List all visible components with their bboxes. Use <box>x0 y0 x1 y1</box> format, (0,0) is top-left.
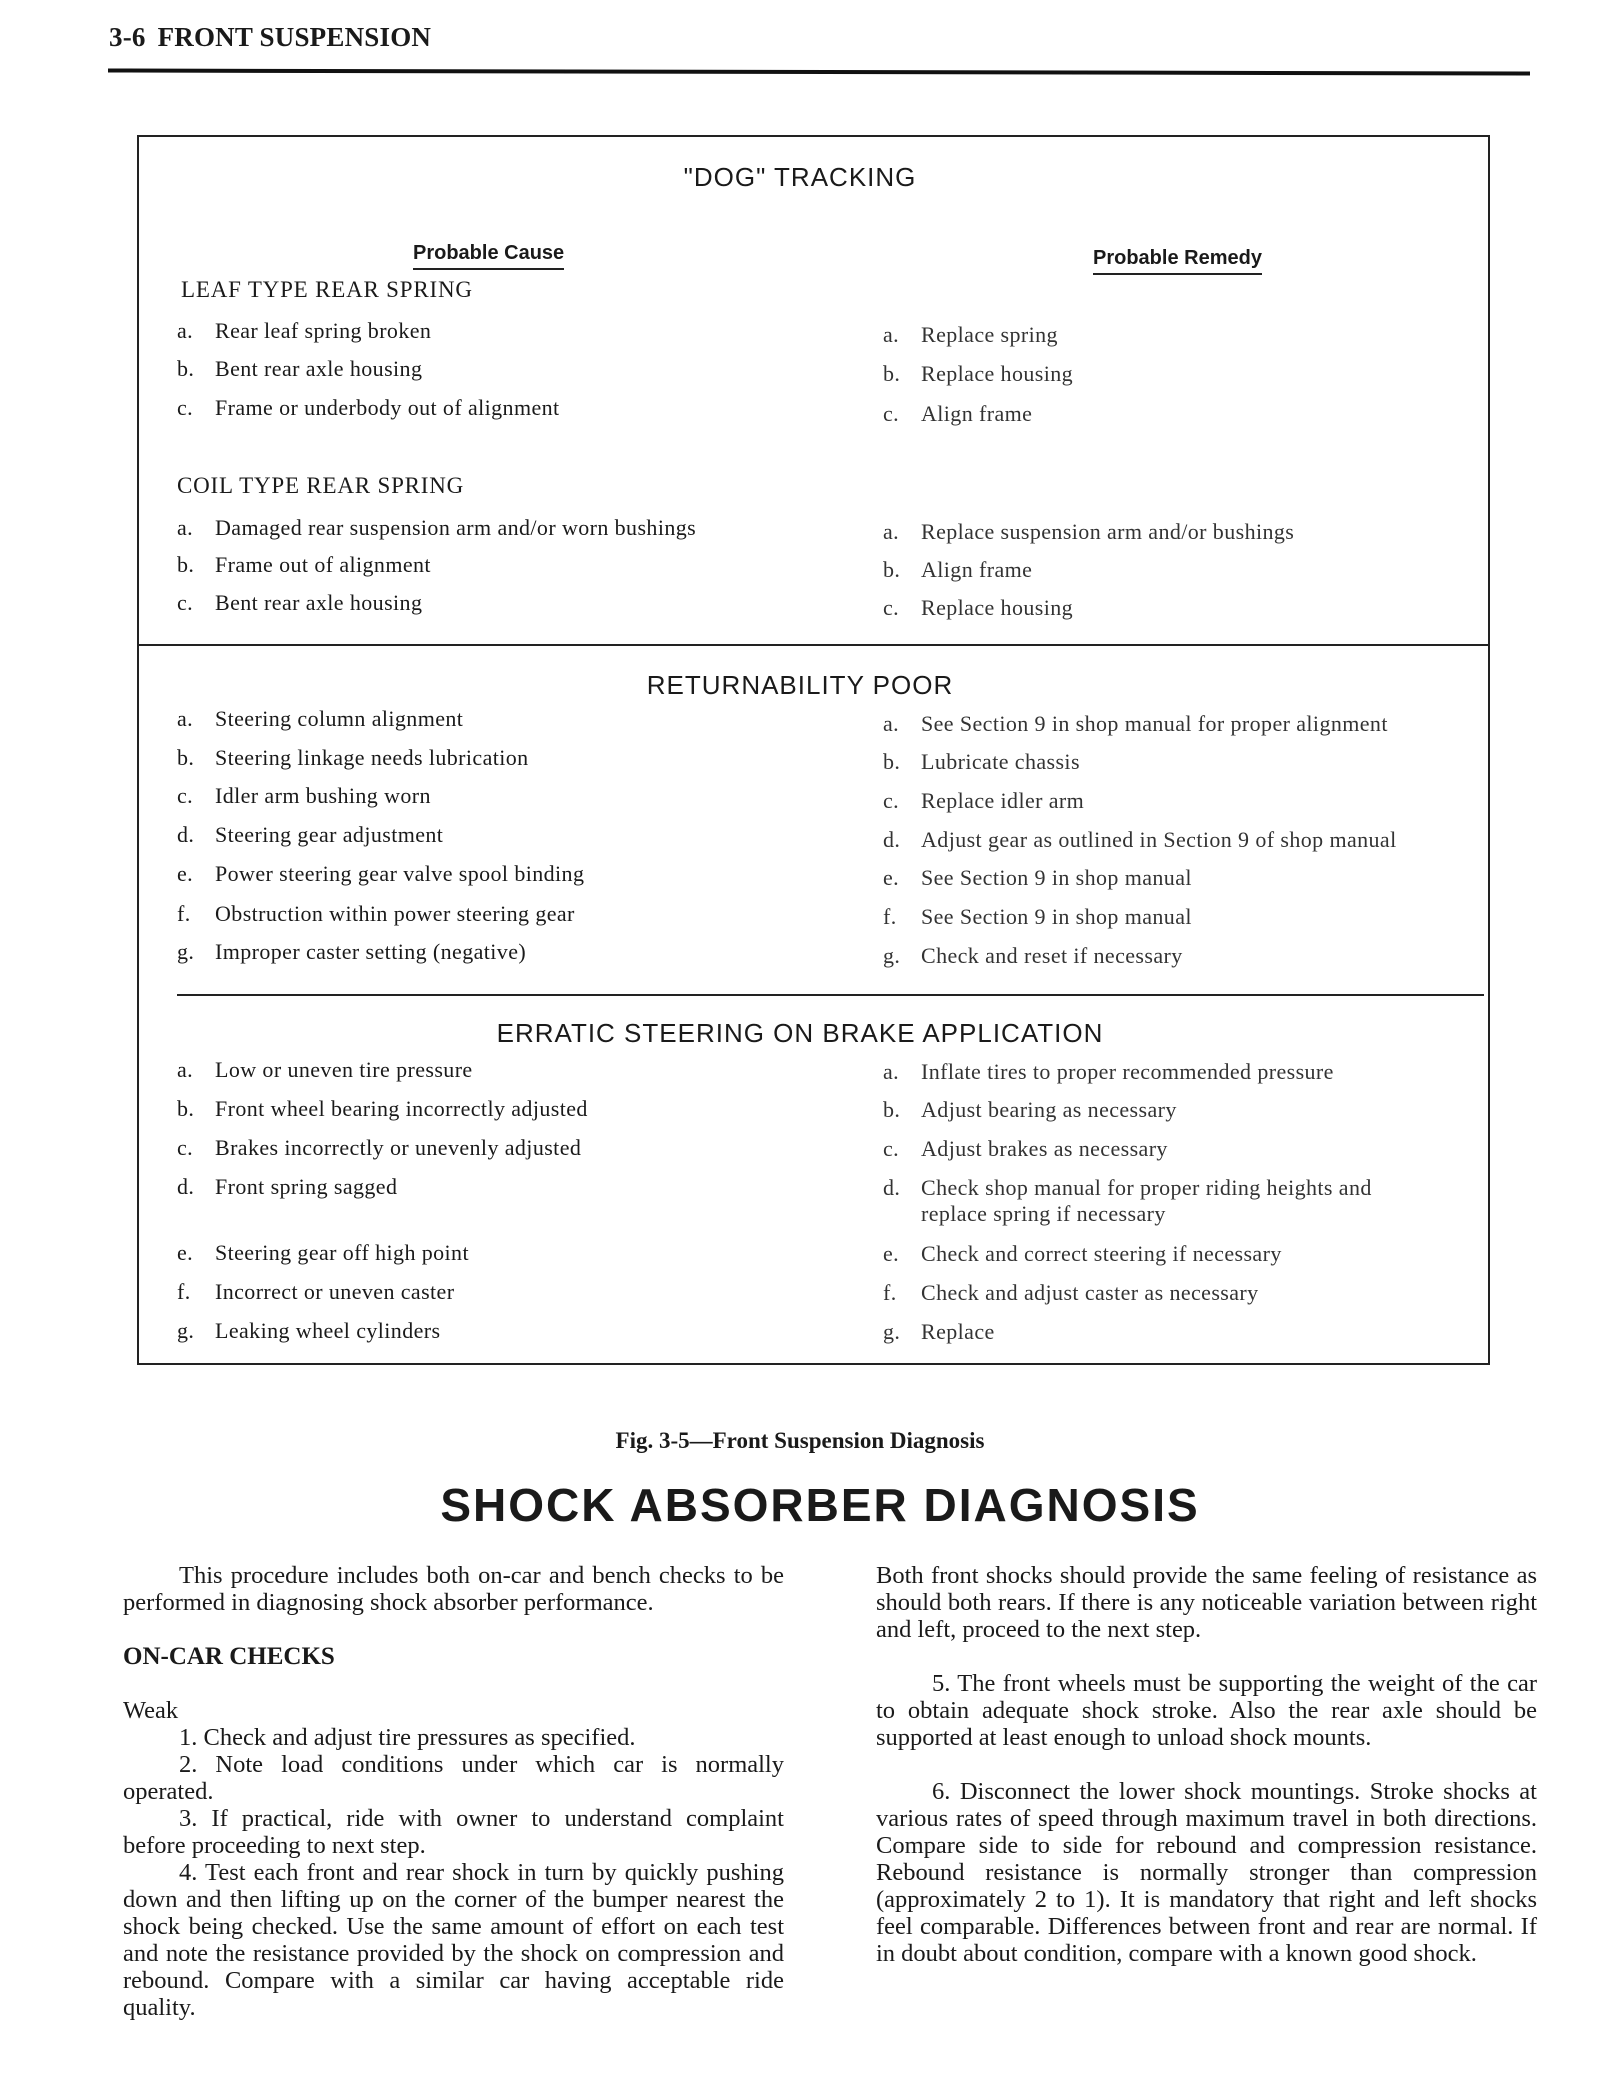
cause-row: b. Steering linkage needs lubrication <box>177 745 529 770</box>
remedy-row: c. Adjust brakes as necessary <box>883 1136 1168 1161</box>
subheading-on-car-checks: ON-CAR CHECKS <box>123 1643 335 1670</box>
section-title-dog-tracking: "DOG" TRACKING <box>683 162 917 192</box>
section-divider <box>137 644 1490 646</box>
step-1: 1. Check and adjust tire pressures as specified. <box>179 1724 636 1751</box>
cause-row: g. Improper caster setting (negative) <box>177 939 527 964</box>
remedy-row: e. See Section 9 in shop manual <box>883 865 1192 890</box>
step-5: 5. The front wheels must be supporting the weight of the car to obtain adequate shock stroke. Also the rear axle should be supported at least enough to unload shock mounts. <box>876 1670 1537 1751</box>
remedy-row: e. Check and correct steering if necessary <box>883 1241 1282 1266</box>
header-rule <box>108 69 1530 76</box>
cause-row: f. Incorrect or uneven caster <box>177 1279 455 1304</box>
remedy-row: b. Lubricate chassis <box>883 749 1080 774</box>
cause-row: d. Steering gear adjustment <box>177 822 444 847</box>
remedy-row: b. Align frame <box>883 557 1033 582</box>
section-divider <box>177 994 1484 996</box>
remedy-row: a. Replace spring <box>883 322 1058 347</box>
cause-row: c. Bent rear axle housing <box>177 590 423 615</box>
cause-row: g. Leaking wheel cylinders <box>177 1318 441 1343</box>
cause-row: b. Front wheel bearing incorrectly adjusted <box>177 1096 588 1121</box>
remedy-row: b. Adjust bearing as necessary <box>883 1097 1177 1122</box>
cause-row: b. Frame out of alignment <box>177 552 431 577</box>
article-title: SHOCK ABSORBER DIAGNOSIS <box>440 1479 1200 1531</box>
cause-row: a. Rear leaf spring broken <box>177 318 432 343</box>
remedy-row: a. See Section 9 in shop manual for proper alignment <box>883 711 1388 736</box>
group-label: COIL TYPE REAR SPRING <box>177 473 465 498</box>
remedy-row: c. Replace housing <box>883 595 1074 620</box>
cause-row: a. Low or uneven tire pressure <box>177 1057 473 1082</box>
cause-row: e. Steering gear off high point <box>177 1240 469 1265</box>
cause-row: c. Idler arm bushing worn <box>177 783 431 808</box>
remedy-row: g. Check and reset if necessary <box>883 943 1183 968</box>
section-title-returnability: RETURNABILITY POOR <box>646 670 954 700</box>
remedy-row: f. See Section 9 in shop manual <box>883 904 1192 929</box>
page-number: 3-6 <box>109 22 146 52</box>
cause-row: f. Obstruction within power steering gear <box>177 901 575 926</box>
cause-row: e. Power steering gear valve spool binding <box>177 861 585 886</box>
cause-row: c. Frame or underbody out of alignment <box>177 395 560 420</box>
remedy-row: b. Replace housing <box>883 361 1074 386</box>
cause-row: b. Bent rear axle housing <box>177 356 423 381</box>
column-header-cause: Probable Cause <box>413 242 564 270</box>
remedy-row: g. Replace <box>883 1319 995 1344</box>
step-2: 2. Note load conditions under which car is normally operated. <box>123 1751 784 1805</box>
step-4: 4. Test each front and rear shock in turn by quickly pushing down and then lifting up on the corner of the bumper nearest the shock being checked. Use the same amount of effort on each test and note the resistance provided by the shock on compression and rebound. Compare with a similar car having acceptable ride quality. <box>123 1859 784 2021</box>
section-title-erratic-steering: ERRATIC STEERING ON BRAKE APPLICATION <box>496 1018 1104 1048</box>
continued-paragraph: Both front shocks should provide the same feeling of resistance as should both rears. If there is any noticeable variation between right and left, proceed to the next step. <box>876 1562 1537 1643</box>
remedy-row: a. Replace suspension arm and/or bushings <box>883 519 1295 544</box>
remedy-row: a. Inflate tires to proper recommended pressure <box>883 1059 1334 1084</box>
step-3: 3. If practical, ride with owner to understand complaint before proceeding to next step. <box>123 1805 784 1859</box>
figure-caption: Fig. 3-5—Front Suspension Diagnosis <box>615 1428 985 1453</box>
group-label: LEAF TYPE REAR SPRING <box>181 277 473 302</box>
remedy-row: d. Check shop manual for proper riding heights and replace spring if necessary <box>883 1175 1372 1226</box>
right-column <box>876 1562 1537 1967</box>
remedy-row: f. Check and adjust caster as necessary <box>883 1280 1259 1305</box>
column-header-remedy: Probable Remedy <box>1093 247 1262 275</box>
cause-row: a. Steering column alignment <box>177 706 464 731</box>
section-title: FRONT SUSPENSION <box>157 22 432 52</box>
left-column <box>123 1562 784 2021</box>
intro-paragraph: This procedure includes both on-car and bench checks to be performed in diagnosing shock absorber performance. <box>123 1562 784 1616</box>
remedy-row: d. Adjust gear as outlined in Section 9 of shop manual <box>883 827 1397 852</box>
page-header <box>109 22 431 53</box>
remedy-row: c. Replace idler arm <box>883 788 1085 813</box>
cause-row: c. Brakes incorrectly or unevenly adjusted <box>177 1135 582 1160</box>
cause-row: a. Damaged rear suspension arm and/or worn bushings <box>177 515 697 540</box>
step-6: 6. Disconnect the lower shock mountings. Stroke shocks at various rates of speed through maximum travel in both directions. Compare side to side for rebound and compression resistance. Rebound resistance is normally stronger than compression (approximately 2 to 1). It is mandatory that right and left shocks feel comparable. Differences between front and rear are normal. If in doubt about condition, compare with a known good shock. <box>876 1778 1537 1967</box>
cause-row: d. Front spring sagged <box>177 1174 398 1199</box>
remedy-row: c. Align frame <box>883 401 1033 426</box>
subheading-weak: Weak <box>123 1697 179 1724</box>
